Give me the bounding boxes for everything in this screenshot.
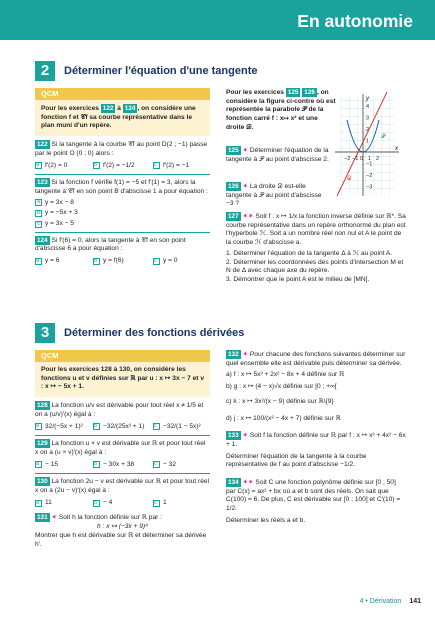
section-number: 3: [35, 323, 55, 343]
x-tick-label: −1: [352, 156, 359, 162]
option-b[interactable]: y = −5x + 3: [45, 209, 78, 217]
y-tick-label: 4: [366, 104, 370, 110]
s3-right-column: [226, 350, 406, 526]
parabola-label: 𝒫: [381, 134, 385, 140]
qcm-intro: Pour les exercices 128 à 130, on considère les fonctions u et v définies sur ℝ par u : x ↦ 3x − 7 et v : x ↦ − 5x + 1.: [35, 362, 210, 397]
option-c[interactable]: y = 3x − 5: [45, 220, 74, 228]
chapter-label: 4 • Dérivation: [359, 598, 402, 605]
q132-a: a) f : x ↦ 5x³ + 2x² − 8x + 4 définie sur ℝ: [226, 371, 345, 379]
q127-part2: 2. Déterminer les coordonnées des points d'intersection M et N de Δ avec chaque axe du repère.: [226, 258, 404, 275]
divider: [35, 232, 210, 233]
line-label: 𝒟: [347, 176, 352, 182]
option-c[interactable]: f′(2) = −1: [163, 161, 190, 169]
s3-left-column: [35, 350, 210, 549]
q124-options: a y = 6 b y = f(6) c y = 0: [36, 257, 178, 265]
intro-125-126: Pour les exercices 125 126 , on considère la figure ci-contre où est représentée la parabole 𝒫 de la fonction carré f : x↦ x² et une droite 𝒟.: [226, 89, 336, 131]
exercise-126: 126 ✶ La droite 𝒟 est-elle tangente à 𝒫 au point d'abscisse −3 ?: [226, 183, 322, 208]
page-number: 141: [409, 598, 421, 605]
option-b[interactable]: y = f(6): [103, 257, 124, 265]
s2-left-column: [35, 88, 210, 266]
exercise-133: 133 ✶ Soit f la fonction définie sur ℝ par f : x ↦ x³ + 4x² − 6x + 1. Déterminer l'équation de la tangente à la courbe représentative de f au point d'abscisse −1/2.: [226, 432, 406, 469]
q123-options: a y = 3x − 8 b y = −5x + 3 c y = 3x − 5: [37, 198, 78, 228]
option-a[interactable]: y = 6: [45, 257, 60, 265]
exercise-128: 128 La fonction u/v est dérivable pour tout réel x ≠ 1/5 et on a (u/v)′(x) égal à :: [35, 402, 204, 418]
exercise-125: 125 ✶ Déterminer l'équation de la tangente à 𝒫 au point d'abscisse 2.: [226, 147, 329, 163]
exercise-129: 129 La fonction u × v est dérivable sur ℝ et pour tout réel x on a (u × v)′(x) égal à :: [35, 440, 206, 456]
parabola-graph: [333, 92, 403, 202]
footer: [360, 597, 421, 606]
q130-options: a 11 b − 4 c 1: [36, 498, 167, 506]
q133-question: Déterminer l'équation de la tangente à la courbe représentative de f au point d'abscisse −1/2.: [226, 452, 367, 469]
option-b[interactable]: − 30x + 38: [103, 460, 135, 468]
exercise-132: 132 ✶ Pour chacune des fonctions suivantes déterminer sur quel ensemble elle est dérivable puis déterminer sa dérivée. a) f : x ↦ 5x³ + 2x² − 8x + 4 définie sur ℝ b) g : x ↦ (4 − x)√x définie sur [0 ; +∞[ c) k : x ↦ 3x²/(x − 9) définie sur ℝ\{9} d) j : x ↦ 100/(x² − 4x + 7) définie sur ℝ: [226, 351, 406, 422]
qcm-label: QCM: [35, 88, 210, 100]
section-title: Déterminer l'équation d'une tangente: [64, 65, 258, 77]
section-title: Déterminer des fonctions dérivées: [64, 327, 245, 339]
y-tick-label: −3: [366, 184, 373, 191]
x-tick-label: 0: [360, 156, 364, 162]
q131-formula: h : x ↦ (−3x + 9)⁴: [97, 523, 148, 531]
qcm-label: QCM: [35, 350, 210, 362]
q127-part1: 1. Déterminer l'équation de la tangente Δ à ℋ au point A.: [226, 249, 393, 257]
q132-b: b) g : x ↦ (4 − x)√x définie sur [0 ; +∞[: [226, 383, 337, 391]
option-b[interactable]: −32/(25x² + 1): [103, 422, 145, 430]
exercise-130: 130 La fonction 2u − v est dérivable sur ℝ et pour tout réel x on a (2u − v)′(x) égal à :: [35, 478, 210, 495]
exercise-134: 134 ✶✶ Soit C une fonction polynôme définie sur [0 ; 50] par C(x) = ax² + bx où a et b sont des réels. On sait que C(100) = 6. De plus, C est dérivable sur [0 ; 100] et C′(10) = 1/2. Déterminer les réels a et b.: [226, 478, 406, 526]
section-3-header: [35, 323, 425, 343]
option-c[interactable]: −32/(1 − 5x)²: [163, 422, 201, 430]
section-2-header: [35, 61, 425, 81]
exercise-131: 131 ✶ Soit h la fonction définie sur ℝ par : h : x ↦ (−3x + 9)⁴ Montrer que h est dérivable sur ℝ et déterminer sa dérivée h′.: [35, 513, 210, 549]
q128-options: a 32/(−5x + 1)² b −32/(25x² + 1) c −32/(1 − 5x)²: [36, 422, 201, 430]
x-tick-label: −2: [344, 156, 351, 162]
y-axis-label: y: [366, 96, 369, 102]
header-bar: [0, 0, 435, 40]
q131-question: Montrer que h est dérivable sur ℝ et déterminer sa dérivée h′.: [35, 531, 207, 548]
y-tick-label: 2: [366, 127, 370, 133]
exercise-122: 122 Si la tangente à la courbe 𝒞f au point D(2 ; −1) passe par le point O (0 ; 0) alors :: [35, 141, 208, 157]
divider: [35, 174, 210, 175]
page-title: En autonomie: [297, 11, 413, 31]
qcm-intro: Pour les exercices 122 à 124 , on considère une fonction f et 𝒞f sa courbe représentative dans le plan muni d'un repère.: [41, 105, 196, 130]
option-a[interactable]: 32/(−5x + 1)²: [45, 422, 83, 430]
option-c[interactable]: 1: [163, 498, 167, 506]
divider: [35, 435, 210, 436]
y-tick-label: −1: [366, 161, 373, 168]
y-tick-label: 3: [366, 115, 370, 122]
option-a[interactable]: − 15: [45, 460, 59, 468]
q127-part3: 3. Démontrer que le point A est le milieu de [MN].: [226, 275, 370, 283]
x-axis-label: x: [395, 146, 398, 152]
exercise-124: 124 Si f′(6) = 0, alors la tangente à 𝒞f en son point d'abscisse 6 a pour équation :: [35, 236, 186, 253]
x-tick-label: 1: [368, 156, 372, 162]
q132-c: c) k : x ↦ 3x²/(x − 9) définie sur ℝ\{9}: [226, 397, 334, 405]
option-c[interactable]: y = 0: [163, 257, 178, 265]
x-tick-label: 2: [376, 156, 380, 162]
q122-options: a f′(2) = 0 b f′(2) = −1/2 c f′(2) = −1: [36, 161, 190, 169]
exercise-127: 127 ✶✶ Soit f : x ↦ 1/x la fonction inverse définie sur ℝ*. Sa courbe représentative dans un repère orthonormé du plan est l'hyperbole ℋ. Soit a un nombre réel non nul et A le point de la courbe ℋ d'abscisse a. 1. Déterminer l'équation de la tangente Δ à ℋ au point A. 2. Déterminer les coordonnées des points d'intersection M et N de Δ avec chaque axe du repère. 3. Démontrer que le point A est le milieu de [MN].: [226, 213, 406, 283]
option-b[interactable]: f′(2) = −1/2: [103, 161, 135, 169]
option-b[interactable]: − 4: [103, 498, 113, 506]
option-c[interactable]: − 32: [163, 460, 177, 468]
section-number: 2: [35, 61, 55, 81]
divider: [35, 473, 210, 474]
y-tick-label: −2: [366, 173, 373, 179]
q129-options: a − 15 b − 30x + 38 c − 32: [36, 460, 177, 468]
s2-right-intro: [226, 88, 336, 133]
exercise-123: 123 Si la fonction f vérifie f(1) = −5 et f′(1) = 3, alors la tangente à 𝒞f en son point B d'abscisse 1 a pour équation :: [35, 179, 208, 195]
option-a[interactable]: y = 3x − 8: [45, 198, 74, 206]
q134-question: Déterminer les réels a et b.: [226, 516, 306, 524]
q132-d: d) j : x ↦ 100/(x² − 4x + 7) définie sur ℝ: [226, 414, 341, 422]
option-a[interactable]: 11: [45, 498, 52, 506]
option-a[interactable]: f′(2) = 0: [45, 161, 68, 169]
y-tick-label: 1: [366, 138, 370, 145]
